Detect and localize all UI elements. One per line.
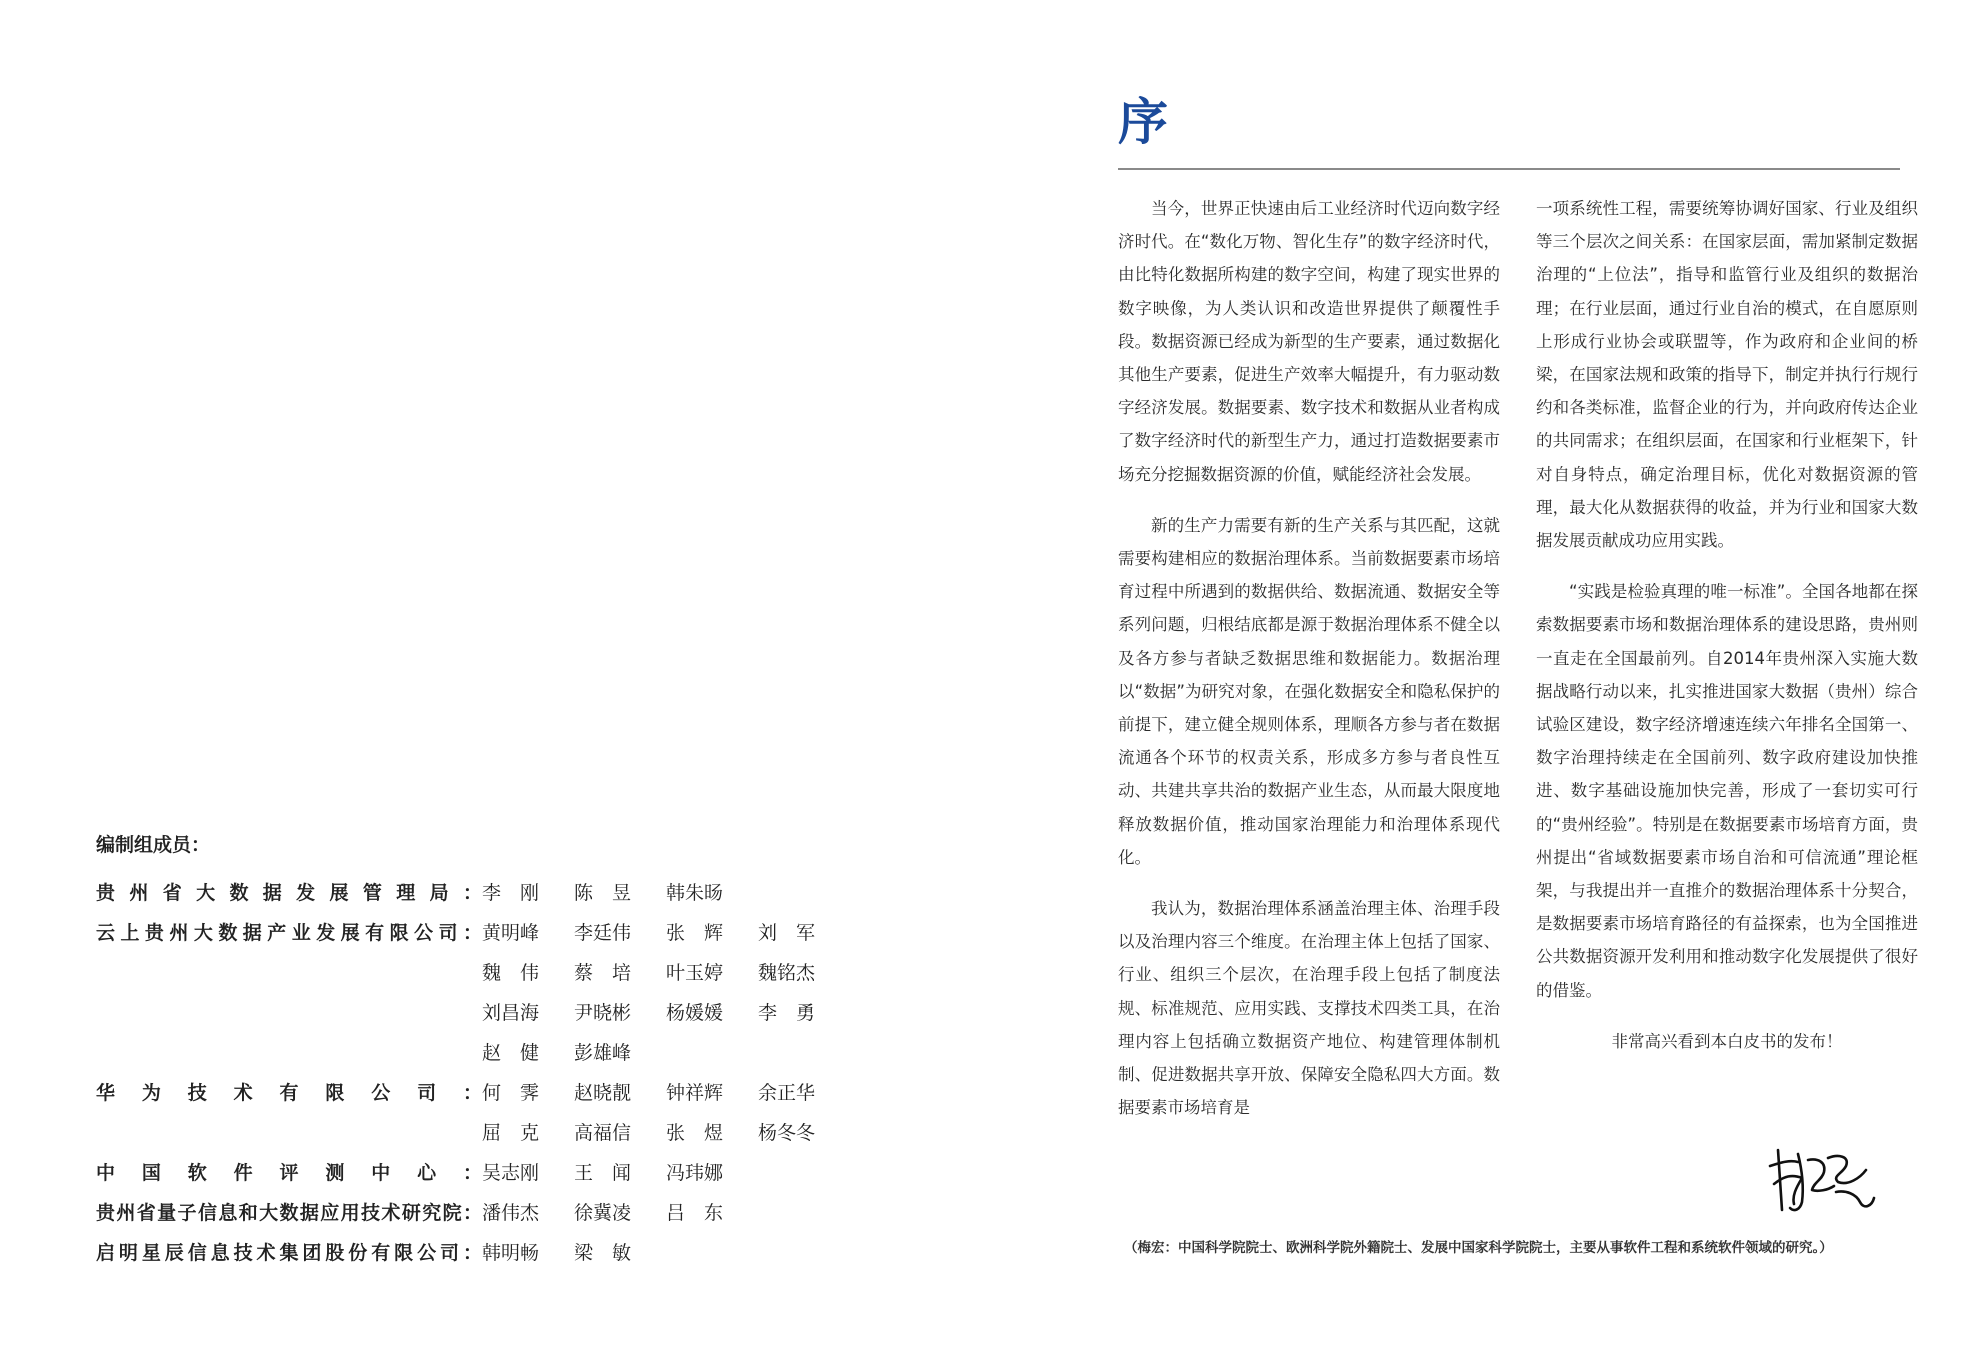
member-name: 高福信 [574, 1122, 632, 1144]
member-names [482, 1200, 852, 1240]
preface-closing: 非常高兴看到本白皮书的发布！ [1611, 1031, 1843, 1051]
member-name: 蔡 培 [574, 962, 632, 984]
committee-org-row [96, 1200, 856, 1240]
member-names [482, 880, 852, 920]
member-name: 李 刚 [482, 882, 540, 904]
title-divider [1118, 168, 1900, 170]
org-name: 启明星辰信息技术集团股份有限公司： [96, 1242, 482, 1264]
member-name: 吴志刚 [482, 1162, 540, 1184]
member-name: 李廷伟 [574, 922, 632, 944]
committee-org-row [96, 1120, 856, 1160]
member-name: 钟祥辉 [666, 1082, 724, 1104]
member-names [482, 1120, 852, 1160]
preface-paragraph: 一项系统性工程，需要统筹协调好国家、行业及组织等三个层次之间关系：在国家层面，需加紧制定数据治理的“上位法”，指导和监管行业及组织的数据治理；在行业层面，通过行业自治的模式，在自愿原则上形成行业协会或联盟等，作为政府和企业间的桥梁，在国家法规和政策的指导下，制定并执行行规行约和各类标准，监督企业的行为，并向政府传达企业的共同需求；在组织层面，在国家和行业框架下，针对自身特点，确定治理目标，优化对数据资源的管理，最大化从数据获得的收益，并为行业和国家大数据发展贡献成功应用实践。 [1536, 199, 1918, 551]
committee-org-row [96, 1240, 856, 1280]
member-name: 魏 伟 [482, 962, 540, 984]
member-names [482, 1000, 852, 1040]
member-name: 杨媛媛 [666, 1002, 724, 1024]
member-names [482, 1040, 852, 1080]
member-name: 王 闻 [574, 1162, 632, 1184]
member-name: 赵 健 [482, 1042, 540, 1064]
committee-org-row [96, 920, 856, 960]
preface-paragraph: 我认为，数据治理体系涵盖治理主体、治理手段以及治理内容三个维度。在治理主体上包括了国家、行业、组织三个层次，在治理手段上包括了制度法规、标准规范、应用实践、支撑技术四类工具，在治理内容上包括确立数据资产地位、构建管理体制机制、促进数据共享开放、保障安全隐私四大方面。数据要素市场培育是 [1118, 899, 1500, 1118]
committee-org-row [96, 1040, 856, 1080]
member-name: 刘昌海 [482, 1002, 540, 1024]
member-names [482, 960, 852, 1000]
preface-paragraph: “实践是检验真理的唯一标准”。全国各地都在探索数据要素市场和数据治理体系的建设思路，贵州则一直走在全国最前列。自2014年贵州深入实施大数据战略行动以来，扎实推进国家大数据（贵州）综合试验区建设，数字经济增速连续六年排名全国第一、数字治理持续走在全国前列、数字政府建设加快推进、数字基础设施加快完善，形成了一套切实可行的“贵州经验”。特别是在数据要素市场培育方面，贵州提出“省域数据要素市场自治和可信流通”理论框架，与我提出并一直推介的数据治理体系十分契合，是数据要素市场培育路径的有益探索，也为全国推进公共数据资源开发利用和推动数字化发展提供了很好的借鉴。 [1536, 582, 1918, 1000]
member-name: 韩明畅 [482, 1242, 540, 1264]
committee-org-row [96, 960, 856, 1000]
member-name: 潘伟杰 [482, 1202, 540, 1224]
org-name: 中国软件评测中心： [96, 1162, 482, 1184]
member-name: 张 煜 [666, 1122, 724, 1144]
member-name: 叶玉婷 [666, 962, 724, 984]
member-name: 徐冀凌 [574, 1202, 632, 1224]
author-signature [1768, 1140, 1878, 1220]
org-name: 华为技术有限公司： [96, 1082, 482, 1104]
member-name: 彭雄峰 [574, 1042, 632, 1064]
committee-org-row [96, 1160, 856, 1200]
preface-title: 序 [1118, 93, 1168, 151]
member-name: 尹晓彬 [574, 1002, 632, 1024]
org-name: 云上贵州大数据产业发展有限公司： [96, 922, 482, 944]
committee-org-list [96, 880, 856, 1280]
member-name: 屈 克 [482, 1122, 540, 1144]
member-name: 杨冬冬 [758, 1122, 816, 1144]
member-name: 余正华 [758, 1082, 816, 1104]
editorial-committee [96, 832, 856, 1280]
member-name: 李 勇 [758, 1002, 816, 1024]
member-name: 黄明峰 [482, 922, 540, 944]
member-name: 何 霁 [482, 1082, 540, 1104]
committee-title: 编制组成员： [96, 834, 211, 856]
committee-org-row [96, 880, 856, 920]
member-name: 刘 军 [758, 922, 816, 944]
org-name: 贵州省量子信息和大数据应用技术研究院： [96, 1202, 482, 1224]
committee-org-row [96, 1080, 856, 1120]
member-names [482, 1160, 852, 1200]
member-name: 冯玮娜 [666, 1162, 724, 1184]
preface-column-left [1118, 192, 1500, 1142]
author-footnote: （梅宏：中国科学院院士、欧洲科学院外籍院士、发展中国家科学院院士，主要从事软件工程和系统软件领域的研究。） [1124, 1240, 1833, 1256]
committee-org-row [96, 1000, 856, 1040]
org-name: 贵州省大数据发展管理局： [96, 882, 482, 904]
member-names [482, 1240, 852, 1280]
member-names [482, 920, 852, 960]
preface-paragraph: 新的生产力需要有新的生产关系与其匹配，这就需要构建相应的数据治理体系。当前数据要素市场培育过程中所遇到的数据供给、数据流通、数据安全等系列问题，归根结底都是源于数据治理体系不健全以及各方参与者缺乏数据思维和数据能力。数据治理以“数据”为研究对象，在强化数据安全和隐私保护的前提下，建立健全规则体系，理顺各方参与者在数据流通各个环节的权责关系，形成多方参与者良性互动、共建共享共治的数据产业生态，从而最大限度地释放数据价值，推动国家治理能力和治理体系现代化。 [1118, 515, 1500, 867]
preface-paragraph: 当今，世界正快速由后工业经济时代迈向数字经济时代。在“数化万物、智化生存”的数字经济时代，由比特化数据所构建的数字空间，构建了现实世界的数字映像，为人类认识和改造世界提供了颠覆性手段。数据资源已经成为新型的生产要素，通过数据化其他生产要素，促进生产效率大幅提升，有力驱动数字经济发展。数据要素、数字技术和数据从业者构成了数字经济时代的新型生产力，通过打造数据要素市场充分挖掘数据资源的价值，赋能经济社会发展。 [1118, 199, 1500, 484]
member-name: 吕 东 [666, 1202, 724, 1224]
member-name: 韩朱旸 [666, 882, 724, 904]
preface-column-right [1536, 192, 1918, 1076]
member-name: 梁 敏 [574, 1242, 632, 1264]
member-name: 张 辉 [666, 922, 724, 944]
member-name: 陈 昱 [574, 882, 632, 904]
member-names [482, 1080, 852, 1120]
member-name: 魏铭杰 [758, 962, 816, 984]
member-name: 赵晓靓 [574, 1082, 632, 1104]
